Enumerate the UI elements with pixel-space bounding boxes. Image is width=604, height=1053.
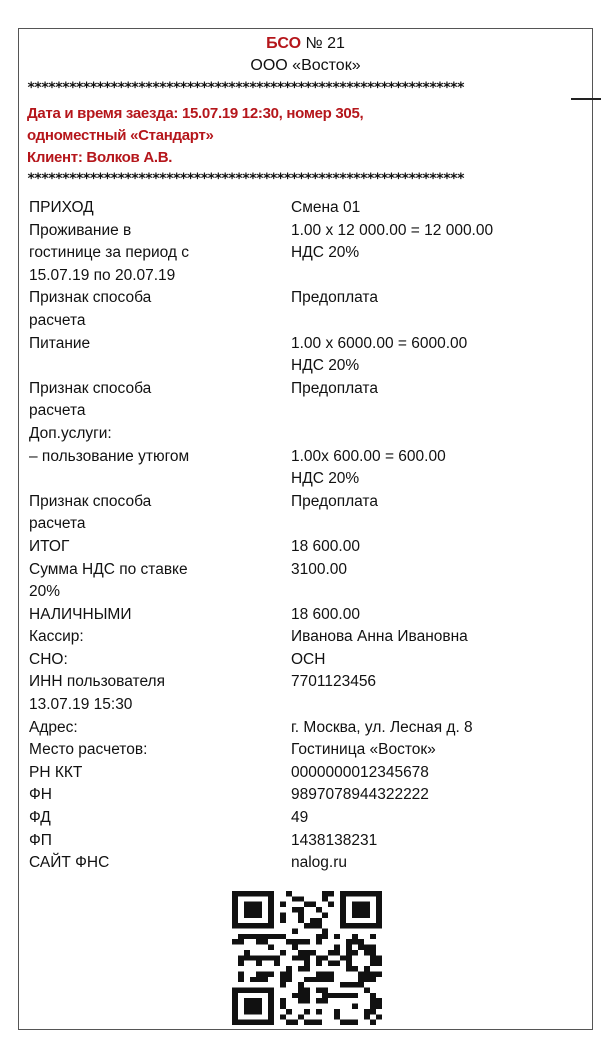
checkin-line-1: Дата и время заезда: 15.07.19 12:30, номер 305, xyxy=(27,105,364,122)
receipt-row xyxy=(29,536,589,559)
row-label: – пользование утюгом xyxy=(29,447,190,465)
row-label: Питание xyxy=(29,334,91,352)
row-value: 1438138231 xyxy=(291,831,378,849)
row-label: ФН xyxy=(29,786,52,804)
row-value: 7701123456 xyxy=(291,673,377,691)
row-label: Признак способа расчета xyxy=(29,379,152,420)
receipt xyxy=(18,28,593,1030)
row-label: Кассир: xyxy=(29,628,84,646)
receipt-row xyxy=(29,762,589,785)
row-label: Признак способа расчета xyxy=(29,289,152,329)
row-value: Иванова Анна Ивановна xyxy=(291,628,468,646)
row-value: Гостиница «Восток» xyxy=(291,741,436,759)
row-label: НАЛИЧНЫМИ xyxy=(29,605,132,623)
receipt-row xyxy=(29,852,589,875)
receipt-title xyxy=(19,35,592,53)
row-value: 18 600.00 xyxy=(291,537,360,555)
row-value: 3100.00 xyxy=(291,560,348,578)
row-label: Признак способа расчета xyxy=(29,492,152,533)
row-value: nalog.ru xyxy=(291,854,348,872)
receipt-row xyxy=(29,626,589,649)
receipt-row xyxy=(29,784,589,807)
company-name: ООО «Восток» xyxy=(250,57,361,74)
row-value xyxy=(291,423,589,446)
receipt-row xyxy=(29,220,589,288)
receipt-row xyxy=(29,739,589,762)
row-label: ИНН пользователя 13.07.19 15:30 xyxy=(29,673,165,714)
row-value: Предоплата xyxy=(291,379,378,397)
row-label: САЙТ ФНС xyxy=(29,854,110,872)
receipt-row xyxy=(29,287,589,332)
receipt-row xyxy=(29,671,589,716)
receipt-row xyxy=(29,559,589,604)
bso-label: БСО xyxy=(266,35,302,52)
row-value: 18 600.00 xyxy=(291,605,360,623)
client-line: Клиент: Волков А.В. xyxy=(27,149,173,166)
row-label: Доп.услуги: xyxy=(29,424,112,442)
row-value: 9897078944322222 xyxy=(291,786,429,804)
receipt-row xyxy=(29,378,589,423)
pointer-line xyxy=(571,98,601,100)
row-label: РН ККТ xyxy=(29,763,83,781)
checkin-line-2: одноместный «Стандарт» xyxy=(27,127,214,144)
receipt-row xyxy=(29,649,589,672)
stars-divider-bottom: *************************************************************** xyxy=(27,172,464,186)
row-label: ПРИХОД xyxy=(29,199,94,216)
row-value: 1.00 x 6000.00 = 6000.00 НДС 20% xyxy=(291,334,468,375)
receipt-row xyxy=(29,807,589,830)
row-value: Предоплата xyxy=(291,289,378,307)
row-value: 0000000012345678 xyxy=(291,763,429,781)
row-label: Сумма НДС по ставке 20% xyxy=(29,560,188,601)
receipt-row xyxy=(29,423,589,446)
row-value: 1.00 x 12 000.00 = 12 000.00 НДС 20% xyxy=(291,221,494,262)
row-value: Предоплата xyxy=(291,492,378,510)
row-label: ФП xyxy=(29,831,52,849)
receipt-row xyxy=(29,333,589,378)
row-label: СНО: xyxy=(29,650,68,668)
receipt-row xyxy=(29,446,589,491)
row-value: 49 xyxy=(291,809,309,827)
row-label: Адрес: xyxy=(29,718,78,736)
row-value: Смена 01 xyxy=(291,199,361,216)
row-label: Проживание в гостинице за период с 15.07.19 по 20.07.19 xyxy=(29,221,189,284)
row-value: ОСН xyxy=(291,650,326,668)
row-value: 1.00x 600.00 = 600.00 НДС 20% xyxy=(291,447,446,488)
row-label: ФД xyxy=(29,809,51,827)
receipt-rows xyxy=(29,197,589,875)
row-value: г. Москва, ул. Лесная д. 8 xyxy=(291,718,473,736)
receipt-row xyxy=(29,197,589,220)
qr-code-icon xyxy=(232,891,382,1025)
receipt-row xyxy=(29,830,589,853)
stars-divider-top: *************************************************************** xyxy=(27,81,464,95)
receipt-row xyxy=(29,491,589,536)
row-label: Место расчетов: xyxy=(29,741,148,759)
receipt-row xyxy=(29,717,589,740)
bso-number: № 21 xyxy=(305,35,345,52)
row-label: ИТОГ xyxy=(29,537,70,555)
receipt-row xyxy=(29,604,589,627)
